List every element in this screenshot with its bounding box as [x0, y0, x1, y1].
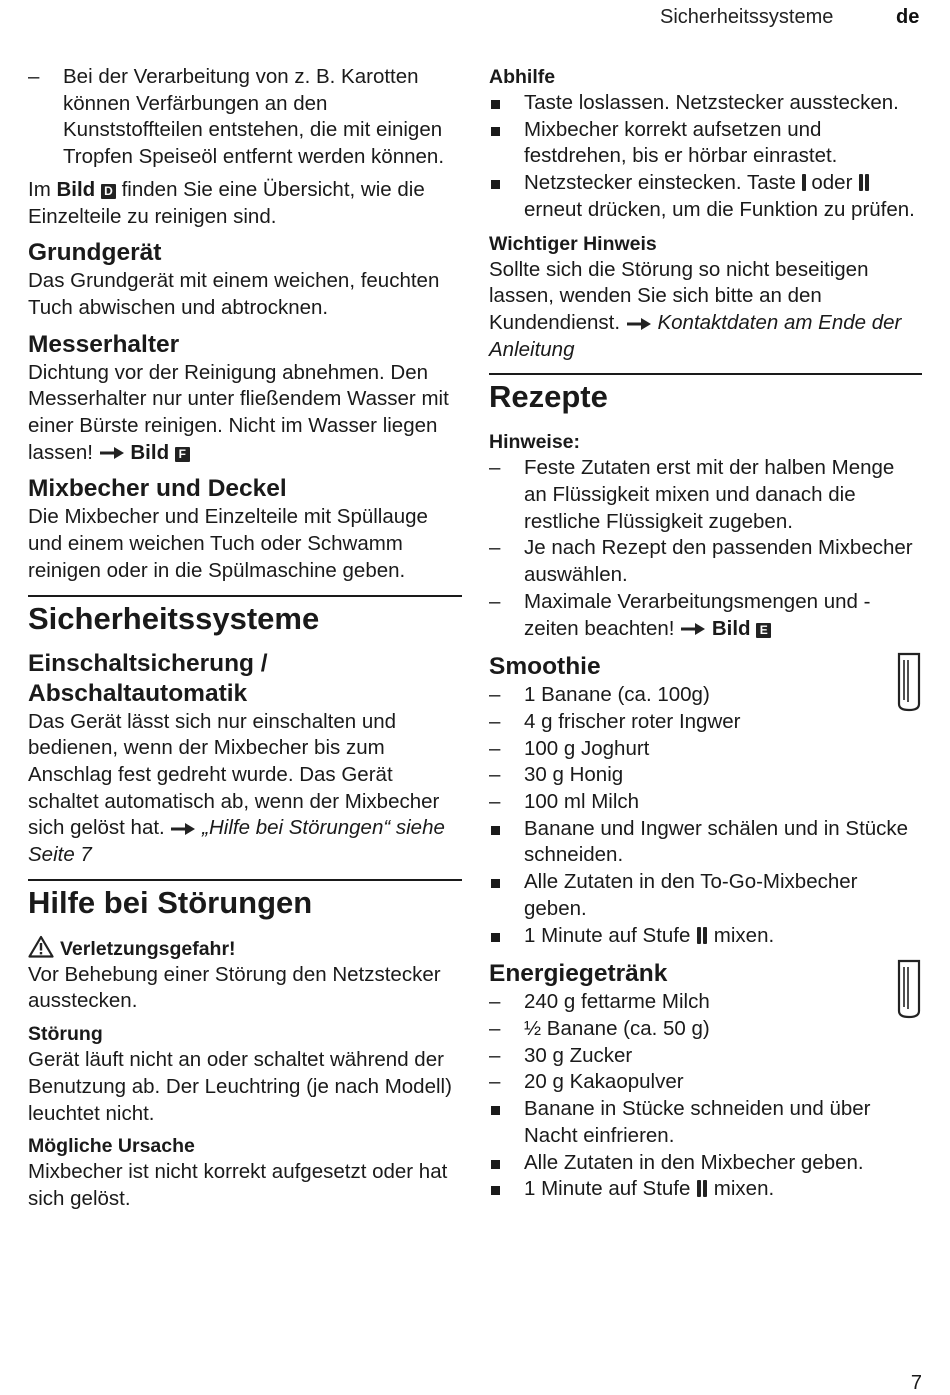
square-bullet-icon	[491, 1186, 500, 1195]
ingredient-item: – 240 g fettarme Milch	[489, 990, 710, 1014]
cross-reference: „Hilfe bei Störungen“ siehe Seite 7	[28, 816, 445, 867]
square-bullet-icon	[491, 1106, 500, 1115]
step-item: Banane in Stücke schneiden und über Nacht einfrieren.	[489, 1096, 922, 1149]
warning-triangle-icon	[28, 935, 54, 958]
speed-2-icon	[858, 174, 870, 191]
section-divider	[489, 373, 922, 415]
heading-wichtiger-hinweis: Wichtiger Hinweis	[489, 232, 657, 255]
messerhalter-text: Dichtung vor der Reinigung abnehmen. Den Messerhalter nur unter fließendem Wasser mit einer Bürste reinigen. Nicht im Wasser liegen lassen! Bild F	[28, 360, 449, 464]
square-bullet-icon	[491, 180, 500, 189]
section-divider	[28, 879, 462, 921]
dash-bullet: –	[28, 65, 40, 88]
list-item: Taste loslassen. Netzstecker ausstecken.	[489, 90, 922, 117]
warning-heading: Verletzungsgefahr!	[28, 935, 462, 962]
page-number: 7	[910, 1372, 922, 1394]
heading-messerhalter: Messerhalter	[28, 330, 180, 358]
heading-energiegetraenk: Energiegetränk	[489, 960, 668, 988]
ursache-text: Mixbecher ist nicht korrekt aufgesetzt oder hat sich gelöst.	[28, 1160, 448, 1210]
heading-einschaltsicherung-1: Einschaltsicherung /	[28, 649, 268, 677]
square-bullet-icon	[491, 826, 500, 835]
right-column	[489, 64, 922, 1203]
recipe-energiegetraenk	[489, 959, 922, 1203]
step-item: Alle Zutaten in den To-Go-Mixbecher geben.	[489, 869, 922, 922]
square-bullet-icon	[491, 1160, 500, 1169]
heading-sicherheitssysteme: Sicherheitssysteme	[28, 600, 320, 636]
ingredient-item: – 20 g Kakaopulver	[489, 1070, 684, 1094]
figure-e-badge: E	[756, 623, 771, 638]
heading-einschaltsicherung-2: Abschaltautomatik	[28, 679, 248, 707]
step-item: Banane und Ingwer schälen und in Stücke schneiden.	[489, 816, 922, 869]
einschalt-text: Das Gerät lässt sich nur einschalten und bedienen, wenn der Mixbecher bis zum Anschlag fest gedreht wurde. Das Gerät schaltet automatisch ab, wenn der Mixbecher sich gelöst hat. „Hilfe bei Störungen“ siehe Seite 7	[28, 709, 445, 867]
step-item: 1 Minute auf Stufe mixen.	[489, 1176, 922, 1203]
ingredient-item: – 100 ml Milch	[489, 790, 640, 814]
heading-smoothie: Smoothie	[489, 653, 601, 681]
ingredient-item: – ½ Banane (ca. 50 g)	[489, 1016, 710, 1040]
heading-abhilfe: Abhilfe	[489, 66, 556, 88]
warning-text: Vor Behebung einer Störung den Netzstecker ausstecken.	[28, 962, 441, 1013]
list-item: – Bei der Verarbeitung von z. B. Karotten können Verfärbungen an den Kunststoffteilen entstehen, die mit einigen Tropfen Speiseöl entfernt werden können.	[28, 65, 445, 169]
ingredient-item: – 4 g frischer roter Ingwer	[489, 709, 741, 733]
list-item: – Je nach Rezept den passenden Mixbecher auswählen.	[489, 536, 913, 587]
arrow-right-icon	[170, 822, 196, 836]
arrow-right-icon	[626, 317, 652, 331]
step-item: 1 Minute auf Stufe mixen.	[489, 923, 922, 950]
speed-1-icon	[802, 174, 806, 191]
speed-2-icon	[696, 1180, 708, 1197]
ingredient-item: – 30 g Zucker	[489, 1043, 633, 1067]
list-item: – Maximale Verarbeitungsmengen und -zeiten beachten! Bild E	[489, 589, 871, 640]
hinweis-text: Sollte sich die Störung so nicht beseitigen lassen, wenden Sie sich bitte an den Kundendienst. Kontaktdaten am Ende der Anleitung	[489, 257, 902, 361]
speed-2-icon	[696, 927, 708, 944]
list-item: Netzstecker einstecken. Taste oder erneut drücken, um die Funktion zu prüfen.	[489, 170, 922, 223]
arrow-right-icon	[99, 446, 125, 460]
header-language: de	[896, 6, 920, 28]
square-bullet-icon	[491, 933, 500, 942]
recipe-smoothie	[489, 652, 922, 949]
section-divider	[28, 595, 462, 637]
heading-hinweise: Hinweise:	[489, 431, 581, 454]
heading-rezepte: Rezepte	[489, 379, 608, 415]
ingredient-item: – 30 g Honig	[489, 763, 624, 787]
mixbecher-text: Die Mixbecher und Einzelteile mit Spüllauge und einem weichen Tuch oder Schwamm reinigen oder in die Spülmaschine geben.	[28, 505, 428, 582]
ingredient-item: – 1 Banane (ca. 100g)	[489, 683, 710, 707]
ingredient-item: – 100 g Joghurt	[489, 736, 650, 760]
step-item: Alle Zutaten in den Mixbecher geben.	[489, 1150, 922, 1177]
figure-f-badge: F	[175, 447, 190, 462]
grundgeraet-text: Das Grundgerät mit einem weichen, feuchten Tuch abwischen und abtrocknen.	[28, 269, 440, 319]
arrow-right-icon	[680, 622, 706, 636]
left-column	[28, 64, 462, 1213]
cross-reference: Kontaktdaten am Ende der Anleitung	[489, 310, 902, 361]
heading-ursache: Mögliche Ursache	[28, 1135, 195, 1158]
heading-grundgeraet: Grundgerät	[28, 239, 162, 267]
list-item: – Feste Zutaten erst mit der halben Menge an Flüssigkeit mixen und danach die restliche Flüssigkeit zugeben.	[489, 456, 895, 533]
stoerung-text: Gerät läuft nicht an oder schaltet während der Benutzung ab. Der Leuchtring (je nach Modell) leuchtet nicht.	[28, 1048, 452, 1125]
overview-paragraph: Im Bild D finden Sie eine Übersicht, wie die Einzelteile zu reinigen sind.	[28, 177, 425, 228]
square-bullet-icon	[491, 100, 500, 109]
square-bullet-icon	[491, 127, 500, 136]
figure-d-badge: D	[101, 184, 116, 199]
square-bullet-icon	[491, 879, 500, 888]
heading-mixbecher: Mixbecher und Deckel	[28, 475, 287, 503]
heading-stoerung: Störung	[28, 1023, 103, 1046]
header-section-title: Sicherheitssysteme	[660, 6, 834, 28]
heading-hilfe-bei-stoerungen: Hilfe bei Störungen	[28, 884, 313, 920]
list-item: Mixbecher korrekt aufsetzen und festdrehen, bis er hörbar einrastet.	[489, 117, 922, 170]
